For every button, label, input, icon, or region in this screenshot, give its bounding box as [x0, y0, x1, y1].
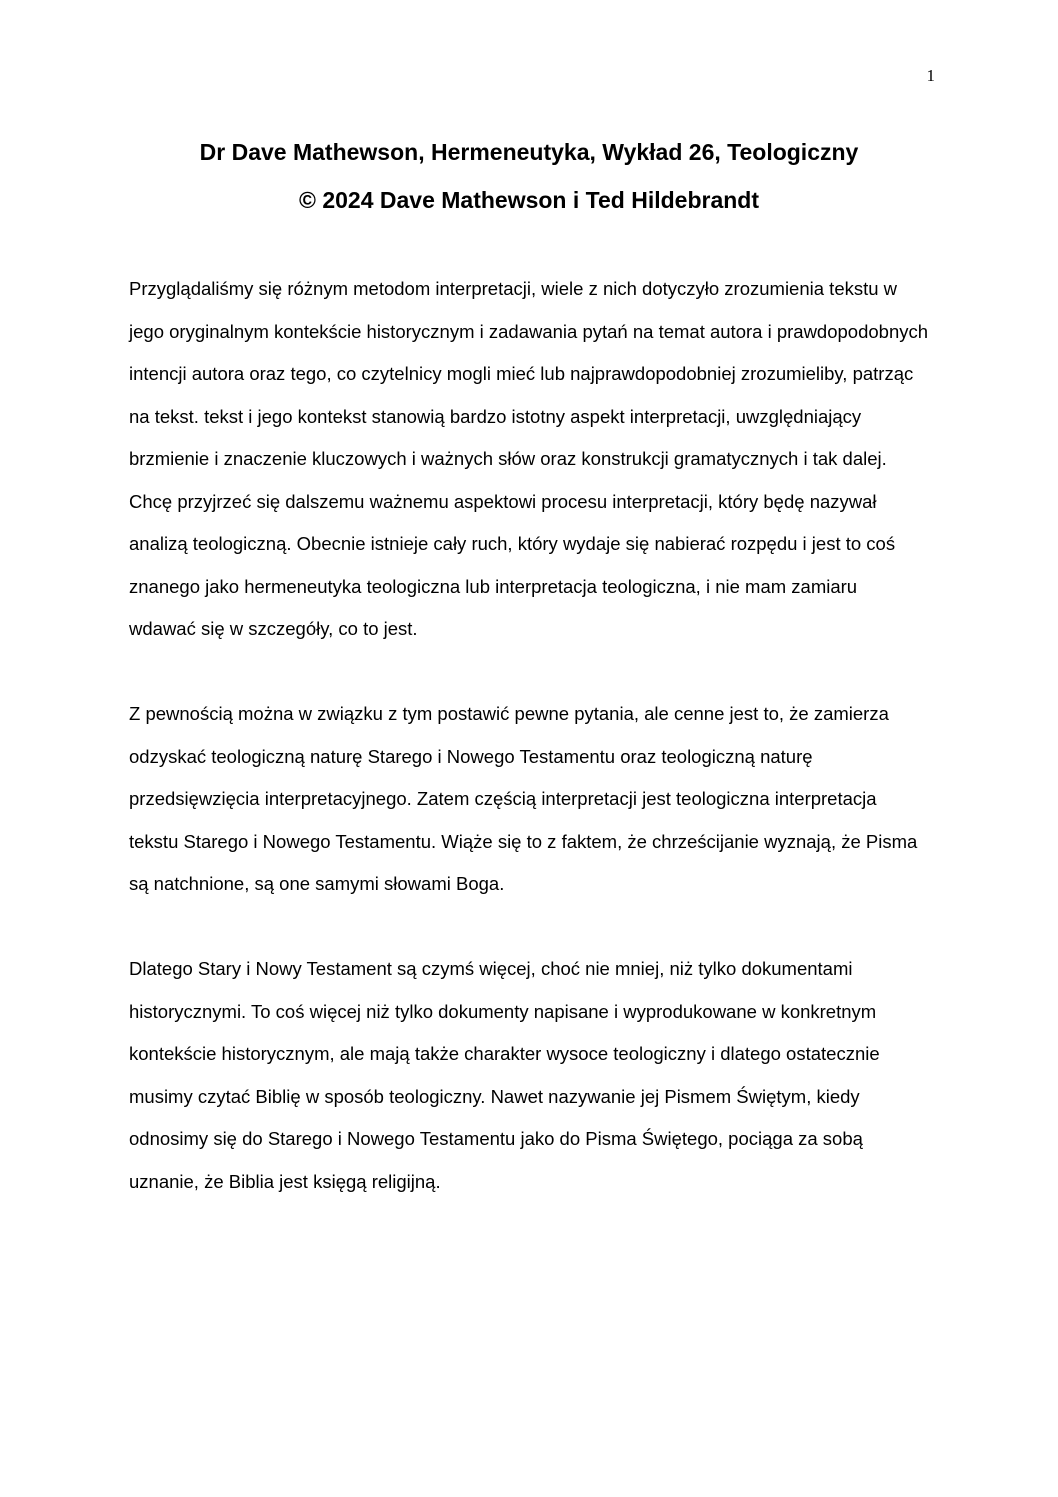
page-number: 1: [926, 66, 935, 85]
copyright-line: © 2024 Dave Mathewson i Ted Hildebrandt: [298, 187, 760, 213]
paragraph-1: Przyglądaliśmy się różnym metodom interpretacji, wiele z nich dotyczyło zrozumienia tekstu w jego oryginalnym kontekście historycznym i zadawania pytań na temat autora i prawdopodobnych intencji autora oraz tego, co czytelnicy mogli mieć lub najprawdopodobniej zrozumieliby, patrząc na tekst. tekst i jego kontekst stanowią bardzo istotny aspekt interpretacji, uwzględniający brzmienie i znaczenie kluczowych i ważnych słów oraz konstrukcji gramatycznych i tak dalej. Chcę przyjrzeć się dalszemu ważnemu aspektowi procesu interpretacji, który będę nazywał analizą teologiczną. Obecnie istnieje cały ruch, który wydaje się nabierać rozpędu i jest to coś znanego jako hermeneutyka teologiczna lub interpretacja teologiczna, i nie mam zamiaru wdawać się w szczegóły, co to jest.: [129, 278, 929, 639]
paragraph-3: Dlatego Stary i Nowy Testament są czymś więcej, choć nie mniej, niż tylko dokumentami historycznymi. To coś więcej niż tylko dokumenty napisane i wyprodukowane w konkretnym kontekście historycznym, ale mają także charakter wysoce teologiczny i dlatego ostatecznie musimy czytać Biblię w sposób teologiczny. Nawet nazywanie jej Pismem Świętym, kiedy odnosimy się do Starego i Nowego Testamentu jako do Pisma Świętego, pociąga za sobą uznanie, że Biblia jest księgą religijną.: [129, 958, 880, 1192]
paragraph-2: Z pewnością można w związku z tym postawić pewne pytania, ale cenne jest to, że zamierza odzyskać teologiczną naturę Starego i Nowego Testamentu oraz teologiczną naturę przedsięwzięcia interpretacyjnego. Zatem częścią interpretacji jest teologiczna interpretacja tekstu Starego i Nowego Testamentu. Wiąże się to z faktem, że chrześcijanie wyznają, że Pisma są natchnione, są one samymi słowami Boga.: [129, 703, 918, 894]
document-title: Dr Dave Mathewson, Hermeneutyka, Wykład 26, Teologiczny: [199, 139, 859, 165]
document-body: [129, 268, 929, 1246]
document-header: [0, 128, 1058, 224]
